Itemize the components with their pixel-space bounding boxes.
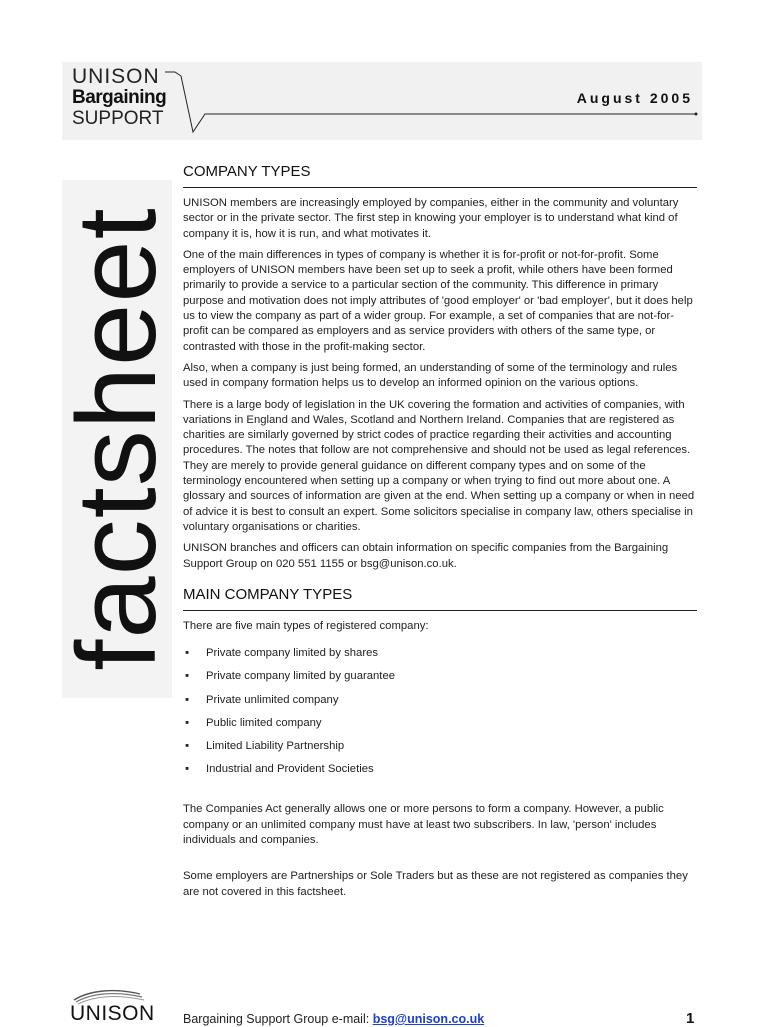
paragraph: There is a large body of legislation in the UK covering the formation and activities of companies, with variations in England and Wales, Scotland and Northern Ireland. Companies that are registered as charities are similarly governed by strict codes of practice regarding their activities and accounting procedures. The notes that follow are not comprehensive and should not be used as legal references. They are merely to provide general guidance on different company types and on some of the terminology encountered when setting up a company or when trying to find out more about one. A glossary and sources of information are given at the end. When setting up a company or when in need of advice it is best to consult an expert. Some solicitors specialise in company law, others specialise in voluntary organisations or charities. (183, 398, 695, 533)
factsheet-vertical-title: factsheet (54, 207, 179, 671)
list-item: ▪ Private unlimited company (183, 689, 697, 712)
footer-email-link[interactable]: bsg@unison.co.uk (372, 1012, 485, 1026)
bullet-icon: ▪ (185, 716, 190, 729)
bullet-icon: ▪ (185, 670, 190, 683)
logo-bargaining: Bargaining (72, 87, 167, 108)
footer-unison-logo (70, 988, 170, 1026)
bullet-icon: ▪ (185, 647, 190, 660)
company-types-list (183, 642, 697, 781)
paragraph: UNISON members are increasingly employed by companies, either in the community and voluntary sector or in the private sector. The first step in knowing your employer is to understand what kind of company it is, how it is run, and what motivates it. (183, 197, 679, 240)
list-item: ▪ Private company limited by guarantee (183, 665, 697, 688)
footer-contact (183, 1012, 484, 1026)
section-title-company-types: COMPANY TYPES (183, 163, 697, 188)
issue-date: August 2005 (576, 90, 693, 106)
list-item: ▪ Industrial and Provident Societies (183, 758, 697, 781)
page-number: 1 (686, 1010, 695, 1027)
list-item: ▪ Public limited company (183, 712, 697, 735)
footer-label: Bargaining Support Group e-mail: (183, 1012, 373, 1026)
footer-logo-text: UNISON (70, 1002, 155, 1025)
list-item: ▪ Limited Liability Partnership (183, 735, 697, 758)
bullet-icon: ▪ (185, 739, 190, 752)
logo-unison: UNISON (72, 65, 160, 88)
paragraph: Some employers are Partnerships or Sole Traders but as these are not registered as companies they are not covered in this factsheet. (183, 870, 688, 898)
paragraph: Also, when a company is just being formed, an understanding of some of the terminology and rules used in company formation helps us to develop an informed opinion on the various options. (183, 361, 678, 390)
list-item: ▪ Private company limited by shares (183, 642, 697, 665)
bullet-icon: ▪ (185, 693, 190, 706)
section-title-main-company-types: MAIN COMPANY TYPES (183, 586, 697, 611)
list-intro: There are five main types of registered company: (183, 619, 429, 632)
bullet-icon: ▪ (185, 763, 190, 776)
logo-support: SUPPORT (72, 108, 164, 129)
factsheet-band (54, 180, 179, 698)
main-content (183, 163, 697, 906)
paragraph: The Companies Act generally allows one or more persons to form a company. However, a public company or an unlimited company must have at least two subscribers. In law, 'person' includes individuals and companies. (183, 803, 664, 846)
paragraph: UNISON branches and officers can obtain information on specific companies from the Bargaining Support Group on 020 551 1155 or bsg@unison.co.uk. (183, 542, 669, 570)
paragraph: One of the main differences in types of company is whether it is for-profit or not-for-profit. Some employers of UNISON members have been set up to seek a profit, while others have been formed primarily to provide a service to a particular section of the community. This difference in primary purpose and motivation does not imply attributes of 'good employer' or 'bad employer', but it does help us to view the company as part of a wider group. For example, a set of companies that are not-for-profit can be compared as employers and as service providers with others of the same type, or contrasted with those in the profit-making sector. (183, 248, 693, 353)
